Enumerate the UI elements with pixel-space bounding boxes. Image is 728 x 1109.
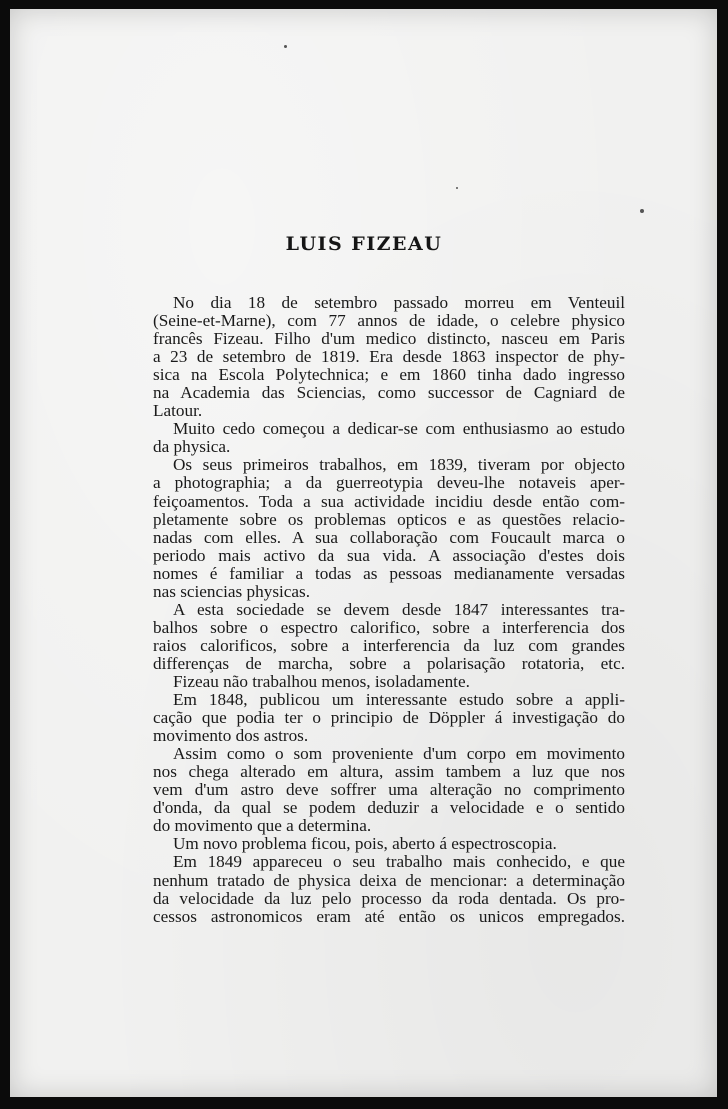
body-line: da velocidade da luz pelo processo da roda dentada. Os pro-	[153, 888, 625, 908]
body-line: differenças de marcha, sobre a polarisação rotatoria, etc.	[153, 653, 625, 673]
body-line: pletamente sobre os problemas opticos e as questões relacio-	[153, 509, 625, 529]
body-line: da physica.	[153, 437, 231, 457]
article-body	[153, 294, 625, 926]
body-line: raios calorificos, sobre a interferencia da luz com grandes	[153, 635, 625, 655]
paper-speck	[640, 209, 644, 213]
body-line: a 23 de setembro de 1819. Era desde 1863 inspector de phy-	[153, 347, 625, 367]
body-line: feiçoamentos. Toda a sua actividade incidiu desde então com-	[153, 491, 625, 511]
paper-speck	[456, 187, 458, 189]
body-line: periodo mais activo da sua vida. A associação d'estes dois	[153, 545, 625, 565]
body-line: cessos astronomicos eram até então os unicos empregados.	[153, 906, 625, 926]
body-line: Em 1849 appareceu o seu trabalho mais conhecido, e que	[173, 852, 625, 872]
body-line: nadas com elles. A sua collaboração com Foucault marca o	[153, 527, 625, 547]
body-line: No dia 18 de setembro passado morreu em Venteuil	[173, 293, 625, 312]
body-line: a photographia; a da guerreotypia deveu-lhe notaveis aper-	[153, 473, 625, 493]
body-line: cação que podia ter o principio de Döppler á investigação do	[153, 708, 625, 728]
body-line: nomes é familiar a todas as pessoas medianamente versadas	[153, 563, 625, 583]
body-line: balhos sobre o espectro calorifico, sobre a interferencia dos	[153, 617, 625, 637]
article-title: LUIS FIZEAU	[285, 233, 443, 255]
body-line: Um novo problema ficou, pois, aberto á espectroscopia.	[173, 834, 557, 854]
body-line: nenhum tratado de physica deixa de mencionar: a determinação	[153, 870, 625, 890]
body-line: nas sciencias physicas.	[153, 581, 311, 601]
body-line: vem d'um astro deve soffrer uma alteração no comprimento	[153, 780, 625, 800]
body-line: Fizeau não trabalhou menos, isoladamente.	[173, 671, 470, 691]
body-line: francês Fizeau. Filho d'um medico distincto, nasceu em Paris	[153, 329, 625, 349]
paper-speck	[284, 45, 287, 48]
body-line: Em 1848, publicou um interessante estudo sobre a appli-	[173, 690, 625, 710]
body-line: A esta sociedade se devem desde 1847 interessantes tra-	[173, 599, 625, 619]
body-line: d'onda, da qual se podem deduzir a velocidade e o sentido	[153, 798, 625, 818]
body-line: Muito cedo começou a dedicar-se com enthusiasmo ao estudo	[173, 419, 625, 439]
body-line: Assim como o som proveniente d'um corpo em movimento	[173, 744, 625, 764]
body-line: (Seine-et-Marne), com 77 annos de idade, o celebre physico	[153, 311, 625, 331]
body-line: movimento dos astros.	[153, 726, 309, 746]
body-line: Os seus primeiros trabalhos, em 1839, tiveram por objecto	[173, 455, 625, 475]
body-line: Latour.	[153, 401, 203, 421]
body-line: do movimento que a determina.	[153, 816, 372, 836]
body-line: sica na Escola Polytechnica; e em 1860 tinha dado ingresso	[153, 365, 625, 385]
body-line: nos chega alterado em altura, assim tambem a luz que nos	[153, 762, 625, 782]
body-line: na Academia das Sciencias, como successor de Cagniard de	[153, 383, 625, 403]
